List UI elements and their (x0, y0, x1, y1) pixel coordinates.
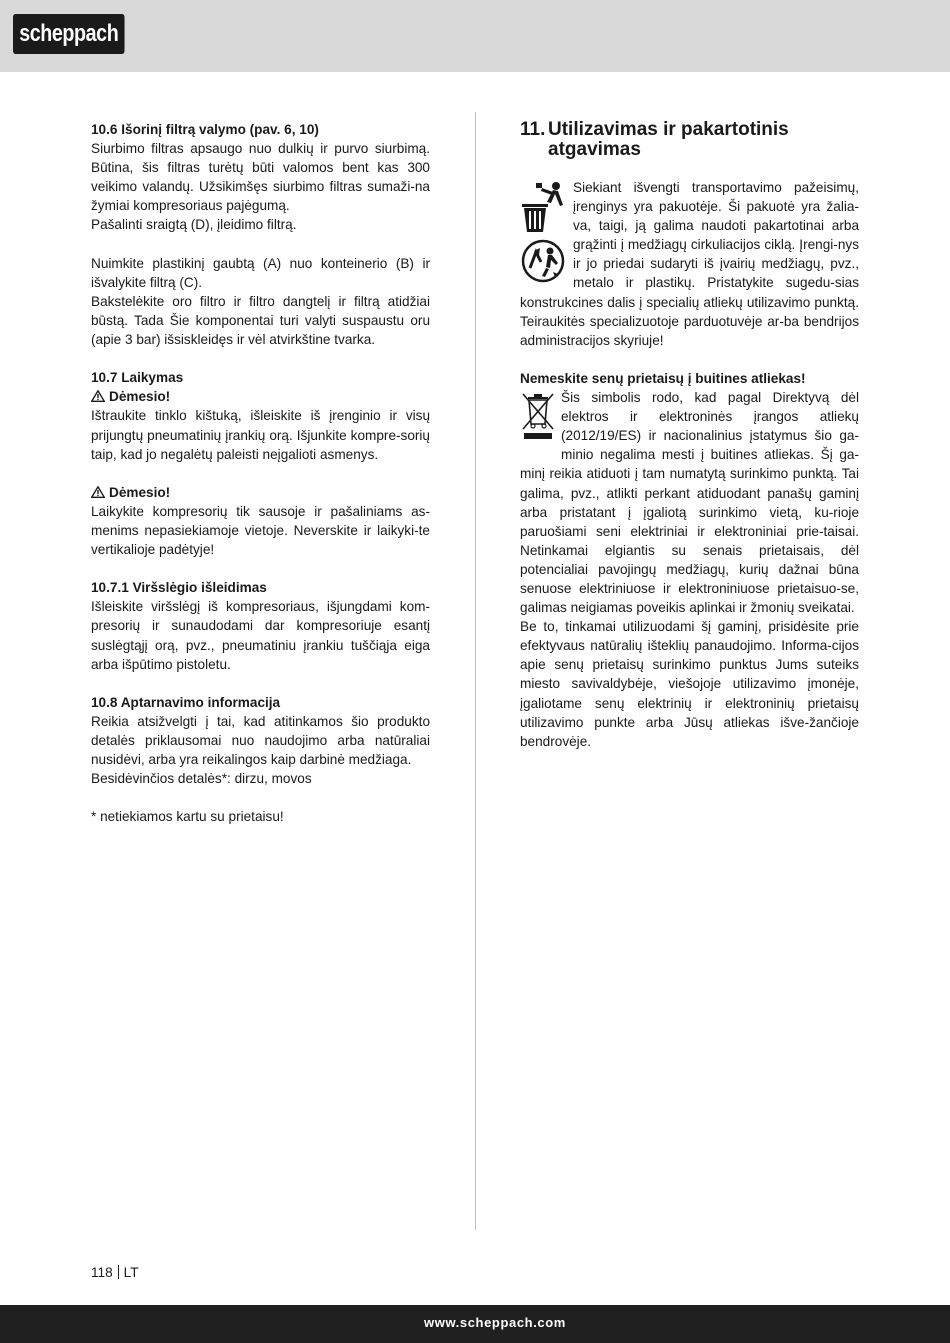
footnote: * netiekiamos kartu su prietaisu! (91, 809, 284, 825)
section-10-6-paragraph-2: Pašalinti sraigtą (D), įleidimo filtrą. (91, 217, 297, 233)
section-10-8-paragraph-2: Besidėvinčios detalės*: dirzu, movos (91, 771, 312, 787)
section-10-7-paragraph-2: Laikykite kompresorių tik sausoje ir pašaliniams as-menims nepasiekiamoje vietoje. Neverskite ir laikyki-te vertikalioje padėtyje! (91, 503, 430, 558)
language-code: LT (123, 1265, 139, 1280)
brand-logo: scheppach (13, 14, 125, 54)
left-column (91, 120, 430, 826)
section-10-6-paragraph-4: Bakstelėkite oro filtro ir filtro dangtelį ir filtrą atidžiai būstą. Tada Šie komponentai turi valyti suspaustu oru (apie 3 bar) išsiskleidęs ir vėl atvirkštine tvarka. (91, 293, 430, 348)
section-10-7-paragraph-1: Ištraukite tinklo kištuką, išleiskite iš įrenginio ir visų prijungtų pneumatinių įrankių orą. Išjunkite kompre-sorių taip, kad jo negalėtų paleisti neįgalioti asmenys. (91, 408, 430, 462)
section-10-7-title: 10.7 Laikymas (91, 370, 184, 386)
warning-1 (91, 387, 430, 406)
section-10-8-paragraph-1: Reikia atsižvelgti į tai, kad atitinkamos šio produkto detalės priklausomai nuo naudojimo arba natūraliai nusidėvi, arba yra reikalingos kaip darbinė medžiaga. (91, 713, 430, 768)
weee-paragraph-2: Be to, tinkamai utilizuodami šį gaminį, prisidėsite prie efektyvaus natūralių išteklių panaudojimo. Informa-cijos apie senų prietaisų surinkimo punktus Jums suteiks miesto savivaldybėje, viešojoje utilizavimo įmonėje, įgaliotame senų elektrinių ir elektroninių prietaisų utilizavimo punkte arba Jūsų atliekas išve-žančioje bendrovėje. (520, 619, 859, 749)
warning-1-label: Dėmesio! (109, 389, 171, 405)
section-11-heading: Utilizavimas ir pakartotinis atgavimas (548, 119, 789, 160)
section-11-number: 11. (520, 119, 546, 140)
section-10-6-paragraph-1: Siurbimo filtras apsaugo nuo dulkių ir purvo siurbimą. Būtina, šis filtras turėtų būti valomos bent kas 300 veikimo valandų. Užsikimšęs siurbimo filtras sumaži-na žymiai kompresoriaus pajėgumą. (91, 141, 430, 214)
weee-symbol (520, 391, 556, 446)
weee-paragraph-1: Šis simbolis rodo, kad pagal Direktyvą dėl elektros ir elektroninės įrangos atliekų (2012/19/ES) ir nacionalinius įstatymus šio ga-minio negalima mesti į buitines atliekas. Šį ga-minį reikia atiduoti į tam numatytą surinkimo punktą. Tai galima, pvz., atlikti perkant atiduodant panašų gaminį arba pristatant į įgaliotą surinkimo vietą, ku-rioje paruošiami seni elektriniai ir elektroniniai prie-taisai. Netinkamai elgiantis su senais prietaisais, dėl potencialiai pavojingų medžiagų, kurių dažnai būna senuose elektriniuose ir elektroniniuose prietaisuo-se, galimas neigiamas poveikis aplinkai ir žmonių sveikatai. (520, 390, 859, 616)
crossed-bin-icon (520, 391, 556, 441)
warning-triangle-icon (91, 486, 105, 498)
recycling-icon (520, 238, 566, 284)
warning-2 (91, 483, 430, 502)
page-number (91, 1265, 139, 1280)
footer-bar (0, 1305, 950, 1343)
section-10-7-1-paragraph: Išleiskite viršslėgį iš kompresoriaus, išjungdami kom-presorių ir sunaudodami dar kompresoriuje esantį suslėgtąjį orą, pvz., pneumatiniu įrankiu tuščiąja eiga arba išpūtimo pistoletu. (91, 599, 430, 672)
section-11-paragraph: Siekiant išvengti transportavimo pažeisimų, įrenginys yra pakuotėje. Ši pakuotė yra žalia-va, taigi, ją galima naudoti pakartotinai arba grąžinti į medžiagų cirkuliacijos ciklą. Įrengi-nys ir jo priedai sudaryti iš įvairių medžiagų, pvz., metalo ir plastikų. Pristatykite sugedu-sias konstrukcines dalis į specialių atliekų utilizavimo punktą. Teiraukitės specializuotoje parduotuvėje ar-ba bendrijos administracijos skyriuje! (520, 180, 859, 348)
warning-triangle-icon (91, 390, 105, 402)
weee-title: Nemeskite senų prietaisų į buitines atliekas! (520, 370, 806, 386)
section-10-8-title: 10.8 Aptarnavimo informacija (91, 694, 281, 710)
section-10-7-1-title: 10.7.1 Viršslėgio išleidimas (91, 580, 267, 596)
recycling-icons (520, 180, 566, 284)
warning-2-label: Dėmesio! (109, 484, 171, 500)
right-column (520, 120, 859, 751)
header-bar (0, 0, 950, 72)
section-10-6-paragraph-3: Nuimkite plastikinį gaubtą (A) nuo konteinerio (B) ir išvalykite filtrą (C). (91, 255, 430, 290)
page-number-separator (118, 1265, 119, 1279)
trash-bin-icon (520, 180, 566, 234)
section-10-6-title: 10.6 Išorinį filtrą valymo (pav. 6, 10) (91, 122, 319, 137)
website-link[interactable]: www.scheppach.com (424, 1315, 566, 1330)
column-divider (475, 112, 476, 1230)
section-11-title (520, 120, 859, 160)
page-number-value: 118 (91, 1265, 113, 1280)
